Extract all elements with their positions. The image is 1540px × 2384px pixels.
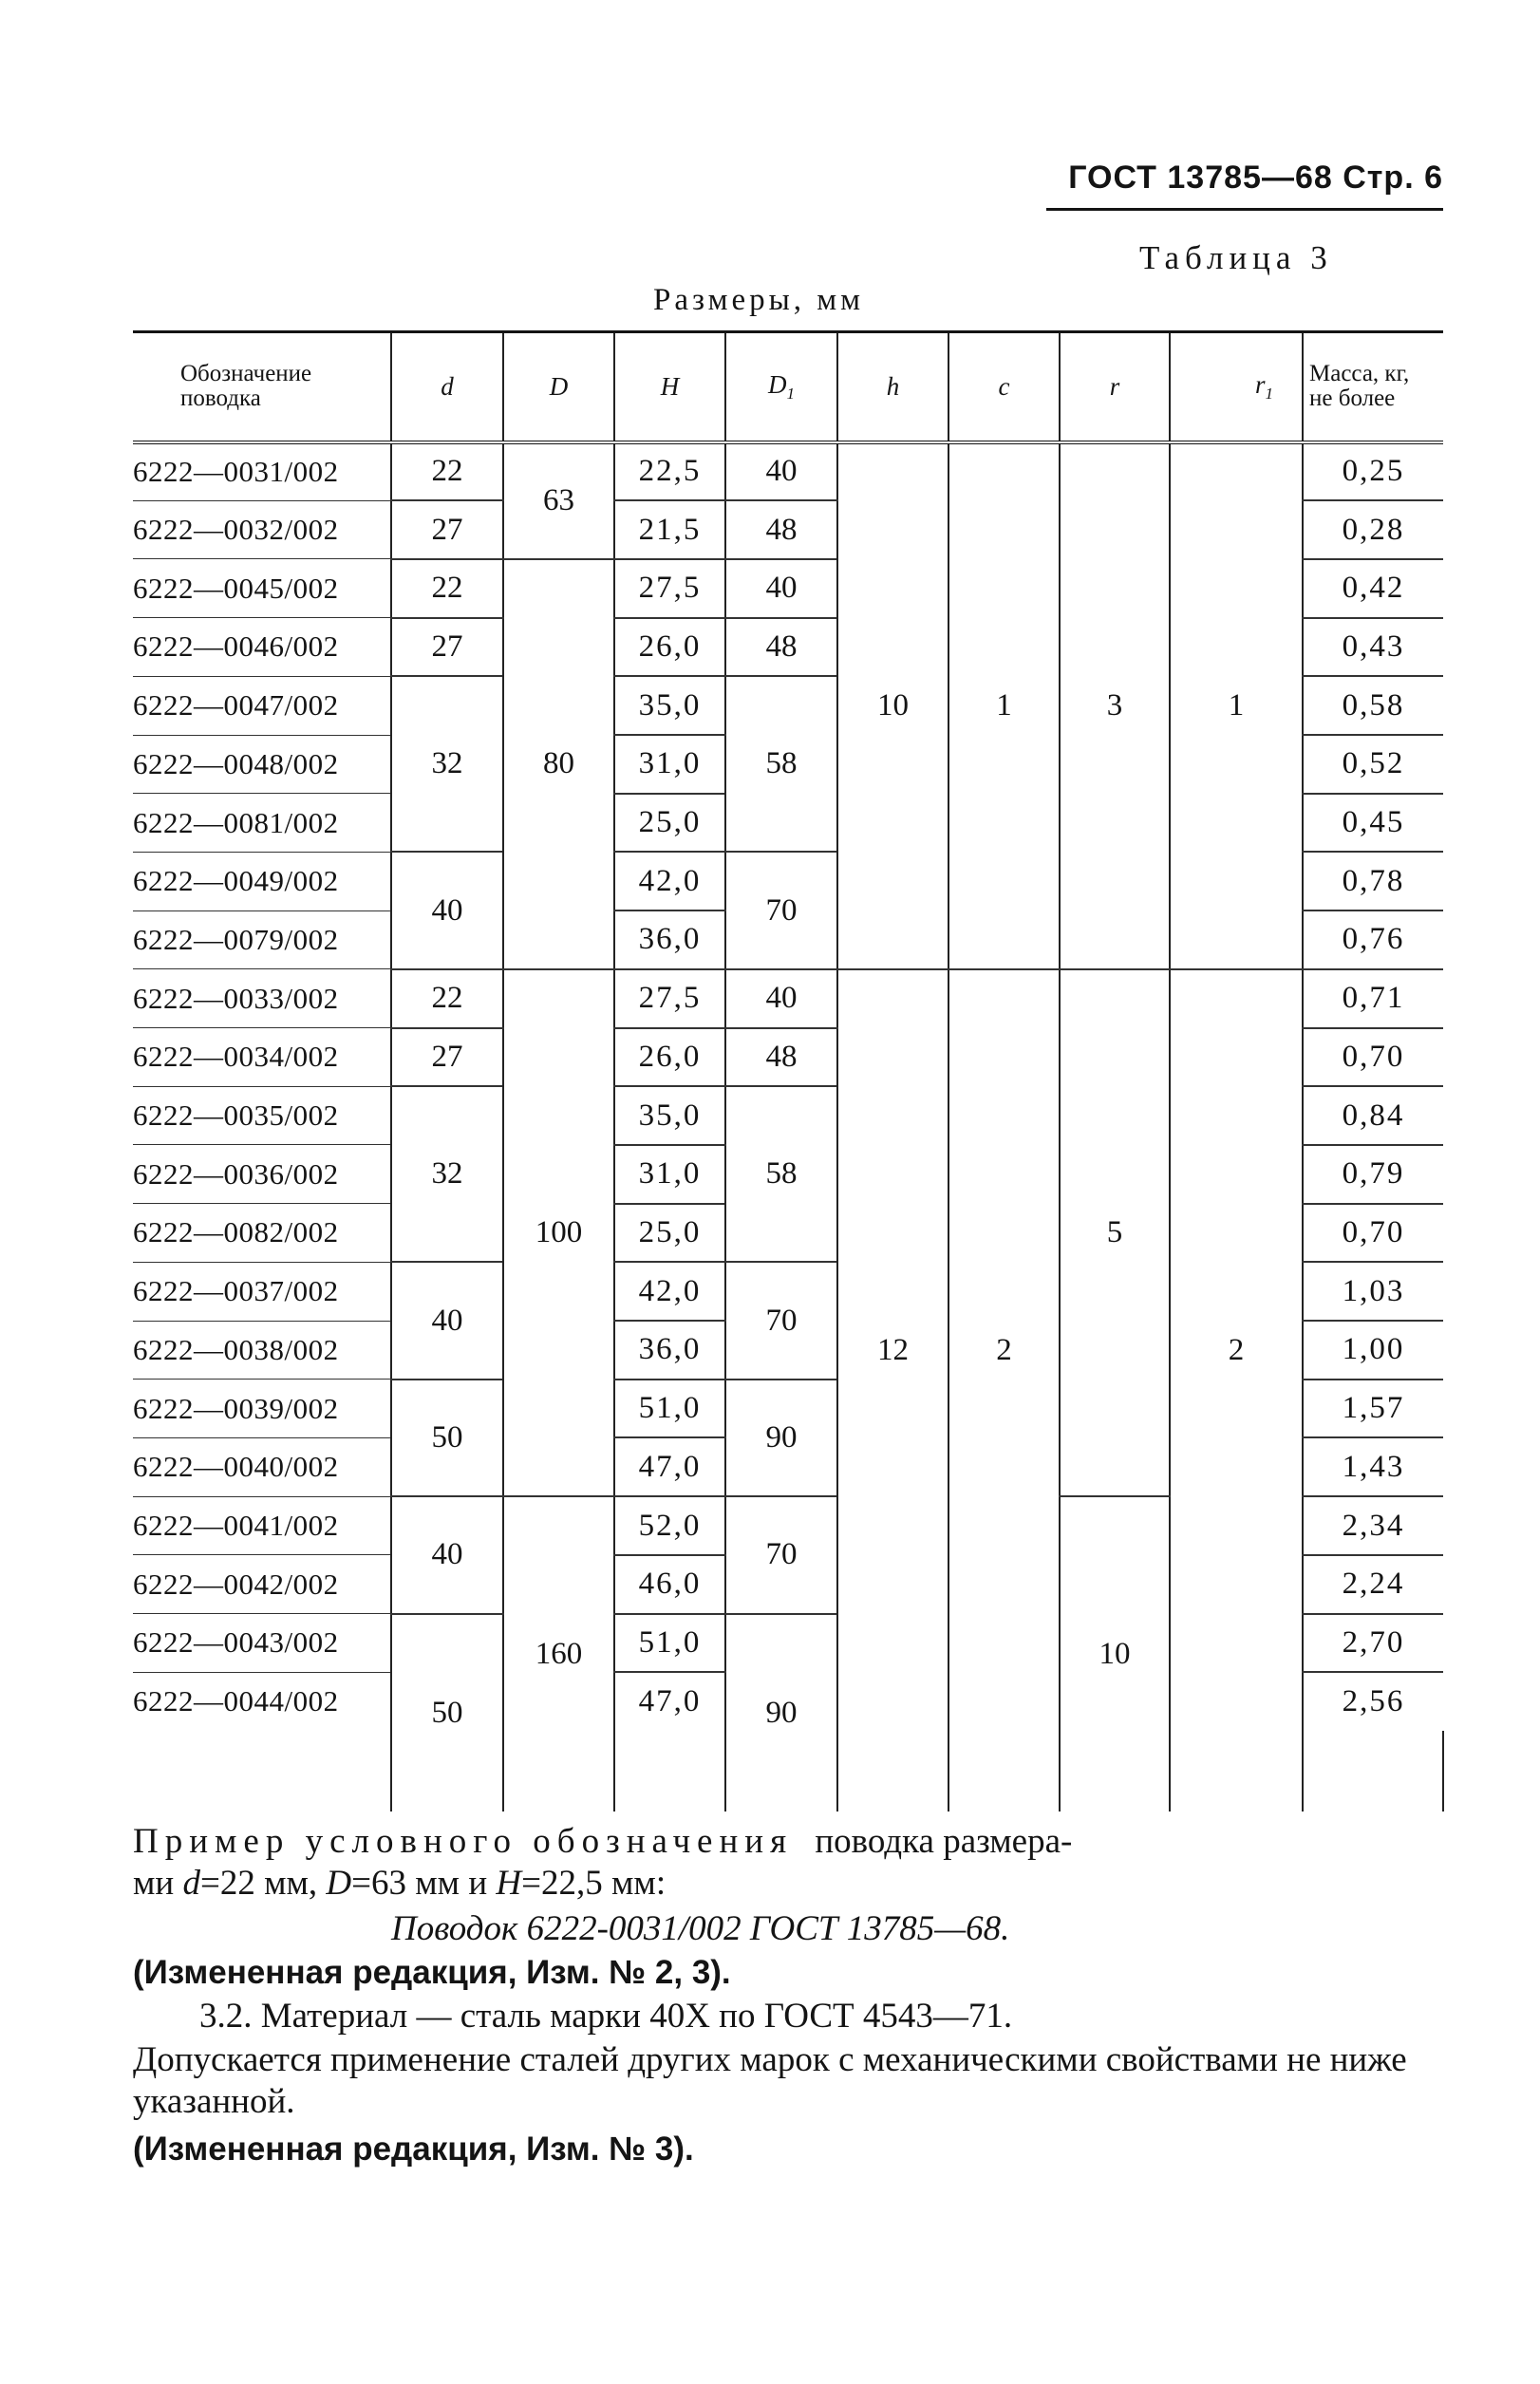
cell-D1: 90 xyxy=(725,1380,837,1496)
col-D: D xyxy=(503,332,614,442)
cell-D1: 40 xyxy=(725,559,837,618)
cell-designation: 6222—0035/002 xyxy=(133,1086,391,1145)
col-r1: $r_1$ xyxy=(1170,332,1303,442)
cell-mass: 0,42 xyxy=(1303,559,1443,618)
cell-H: 51,0 xyxy=(614,1614,725,1673)
cell-mass: 0,84 xyxy=(1303,1086,1443,1145)
example-text: =63 мм и xyxy=(351,1864,497,1903)
cell-H: 52,0 xyxy=(614,1496,725,1555)
cell-mass: 0,52 xyxy=(1303,735,1443,794)
tail-cell xyxy=(1303,1731,1443,1811)
cell-mass: 2,24 xyxy=(1303,1555,1443,1614)
cell-mass: 1,43 xyxy=(1303,1437,1443,1496)
page-number: Стр. 6 xyxy=(1343,160,1443,196)
cell-mass: 0,71 xyxy=(1303,969,1443,1028)
cell-designation: 6222—0036/002 xyxy=(133,1145,391,1204)
example-text: =22 мм, xyxy=(199,1864,327,1903)
cell-D1: 40 xyxy=(725,969,837,1028)
table-label: Таблица 3 xyxy=(1139,239,1333,276)
cell-designation: 6222—0038/002 xyxy=(133,1321,391,1380)
cell-mass: 2,56 xyxy=(1303,1672,1443,1731)
amendment-note-1: (Измененная редакция, Изм. № 2, 3). xyxy=(133,1954,731,1991)
cell-mass: 0,76 xyxy=(1303,910,1443,969)
cell-D1: 70 xyxy=(725,852,837,968)
cell-designation: 6222—0044/002 xyxy=(133,1684,339,1718)
cell-c: 2 xyxy=(948,969,1060,1731)
col-d: d xyxy=(391,332,503,442)
cell-c: 1 xyxy=(948,442,1060,969)
section-3-2: 3.2. Материал — сталь марки 40Х по ГОСТ 4543—71. xyxy=(199,1997,1013,2036)
cell-H: 26,0 xyxy=(614,1028,725,1087)
tail-cell xyxy=(948,1731,1060,1811)
cell-d: 40 xyxy=(391,1262,503,1379)
cell-H: 42,0 xyxy=(614,852,725,910)
cell-H: 26,0 xyxy=(614,618,725,677)
col-r: r xyxy=(1060,332,1170,442)
cell-H: 47,0 xyxy=(614,1672,725,1731)
example-symbol-d: d xyxy=(182,1864,200,1903)
cell-mass: 0,43 xyxy=(1303,618,1443,677)
tail-cell xyxy=(133,1731,391,1811)
cell-D1: 48 xyxy=(725,500,837,559)
cell-designation: 6222—0031/002 xyxy=(133,442,391,501)
cell-designation: 6222—0048/002 xyxy=(133,735,391,794)
cell-D1: 58 xyxy=(725,1086,837,1262)
cell-r1: 2 xyxy=(1170,969,1303,1731)
col-mass: Масса, кг, не более xyxy=(1303,332,1443,442)
header-row xyxy=(133,332,1443,442)
cell-D: 100 xyxy=(503,969,614,1496)
cell-d: 50 xyxy=(391,1614,503,1811)
cell-D: 80 xyxy=(503,559,614,969)
cell-mass: 1,03 xyxy=(1303,1262,1443,1321)
example-lead-rest: поводка размера- xyxy=(815,1822,1073,1861)
cell-H: 35,0 xyxy=(614,676,725,735)
cell-designation: 6222—0082/002 xyxy=(133,1204,391,1263)
cell-designation: 6222—0049/002 xyxy=(133,852,391,910)
cell-H: 46,0 xyxy=(614,1555,725,1614)
cell-D1: 40 xyxy=(725,442,837,501)
cell-d: 40 xyxy=(391,1496,503,1613)
cell-D1: 70 xyxy=(725,1496,837,1613)
cell-H: 47,0 xyxy=(614,1437,725,1496)
col-H: H xyxy=(614,332,725,442)
header-rule xyxy=(1046,208,1443,211)
cell-D1: 48 xyxy=(725,618,837,677)
cell-d: 40 xyxy=(391,852,503,968)
cell-r1: 1 xyxy=(1170,442,1303,969)
example-designation: Поводок 6222-0031/002 ГОСТ 13785—68. xyxy=(391,1909,1010,1948)
table-units: Размеры, мм xyxy=(653,283,865,317)
cell-d: 22 xyxy=(391,442,503,501)
tail-cell xyxy=(614,1731,725,1811)
cell-mass: 0,70 xyxy=(1303,1028,1443,1087)
cell-mass: 0,58 xyxy=(1303,676,1443,735)
cell-H: 42,0 xyxy=(614,1262,725,1321)
cell-H: 31,0 xyxy=(614,1145,725,1204)
cell-designation: 6222—0041/002 xyxy=(133,1496,391,1555)
amendment-note-2: (Измененная редакция, Изм. № 3). xyxy=(133,2131,694,2168)
dimensions-table xyxy=(133,330,1443,1811)
col-c: c xyxy=(948,332,1060,442)
cell-D1: 90 xyxy=(725,1614,837,1811)
cell-mass: 2,70 xyxy=(1303,1614,1443,1673)
cell-H: 35,0 xyxy=(614,1086,725,1145)
cell-designation: 6222—0039/002 xyxy=(133,1380,391,1438)
cell-D: 160 xyxy=(503,1496,614,1811)
cell-H: 25,0 xyxy=(614,1204,725,1263)
cell-designation: 6222—0037/002 xyxy=(133,1262,391,1321)
cell-h: 12 xyxy=(837,969,948,1731)
allowed-steels: Допускается применение сталей других марок с механическими свойствами не ниже указанной. xyxy=(133,2040,1407,2121)
example-lead: Пример условного обозначения xyxy=(133,1822,794,1861)
cell-d: 22 xyxy=(391,969,503,1028)
cell-H: 27,5 xyxy=(614,969,725,1028)
cell-r: 3 xyxy=(1060,442,1170,969)
cell-mass: 0,28 xyxy=(1303,500,1443,559)
cell-d: 27 xyxy=(391,500,503,559)
cell-designation: 6222—0045/002 xyxy=(133,559,391,618)
cell-H: 22,5 xyxy=(614,442,725,501)
cell-H: 36,0 xyxy=(614,910,725,969)
cell-H: 25,0 xyxy=(614,794,725,853)
cell-H: 51,0 xyxy=(614,1380,725,1438)
cell-d: 27 xyxy=(391,618,503,677)
cell-mass: 0,45 xyxy=(1303,794,1443,853)
table-row xyxy=(133,442,1443,501)
cell-d: 32 xyxy=(391,676,503,852)
cell-designation: 6222—0034/002 xyxy=(133,1028,391,1087)
col-h: h xyxy=(837,332,948,442)
cell-H: 27,5 xyxy=(614,559,725,618)
cell-H: 36,0 xyxy=(614,1321,725,1380)
cell-D1: 70 xyxy=(725,1262,837,1379)
cell-designation: 6222—0033/002 xyxy=(133,969,391,1028)
cell-mass: 2,34 xyxy=(1303,1496,1443,1555)
cell-D1: 48 xyxy=(725,1028,837,1087)
cell-mass: 0,78 xyxy=(1303,852,1443,910)
cell-mass: 1,57 xyxy=(1303,1380,1443,1438)
example-symbol-H: H xyxy=(496,1864,522,1903)
cell-d: 32 xyxy=(391,1086,503,1262)
cell-designation: 6222—0032/002 xyxy=(133,500,391,559)
table-row xyxy=(133,969,1443,1028)
cell-H: 31,0 xyxy=(614,735,725,794)
cell-designation: 6222—0046/002 xyxy=(133,618,391,677)
cell-d: 27 xyxy=(391,1028,503,1087)
cell-H: 21,5 xyxy=(614,500,725,559)
cell-mass: 0,70 xyxy=(1303,1204,1443,1263)
tail-cell xyxy=(837,1731,948,1811)
tail-cell xyxy=(1170,1731,1303,1811)
col-D1: $D_1$ xyxy=(725,332,837,442)
standard-code: ГОСТ 13785—68 xyxy=(1068,160,1333,196)
cell-mass: 1,00 xyxy=(1303,1321,1443,1380)
cell-designation: 6222—0081/002 xyxy=(133,794,391,853)
cell-d: 22 xyxy=(391,559,503,618)
cell-designation: 6222—0042/002 xyxy=(133,1555,391,1614)
cell-designation: 6222—0047/002 xyxy=(133,676,391,735)
example-symbol-D: D xyxy=(326,1864,352,1903)
cell-r: 5 xyxy=(1060,969,1170,1496)
example-text: =22,5 мм: xyxy=(521,1864,667,1903)
cell-h: 10 xyxy=(837,442,948,969)
cell-designation: 6222—0043/002 xyxy=(133,1614,391,1673)
page-header xyxy=(1044,160,1443,197)
col-designation: Обозначение поводка xyxy=(133,332,391,442)
cell-mass: 0,79 xyxy=(1303,1145,1443,1204)
cell-designation: 6222—0040/002 xyxy=(133,1437,391,1496)
example-paragraph xyxy=(133,1821,1443,1905)
example-text: ми xyxy=(133,1864,183,1903)
cell-D1: 58 xyxy=(725,676,837,852)
cell-r: 10 xyxy=(1060,1496,1170,1811)
cell-mass: 0,25 xyxy=(1303,442,1443,501)
cell-designation: 6222—0079/002 xyxy=(133,910,391,969)
cell-d: 50 xyxy=(391,1380,503,1496)
cell-D: 63 xyxy=(503,442,614,559)
